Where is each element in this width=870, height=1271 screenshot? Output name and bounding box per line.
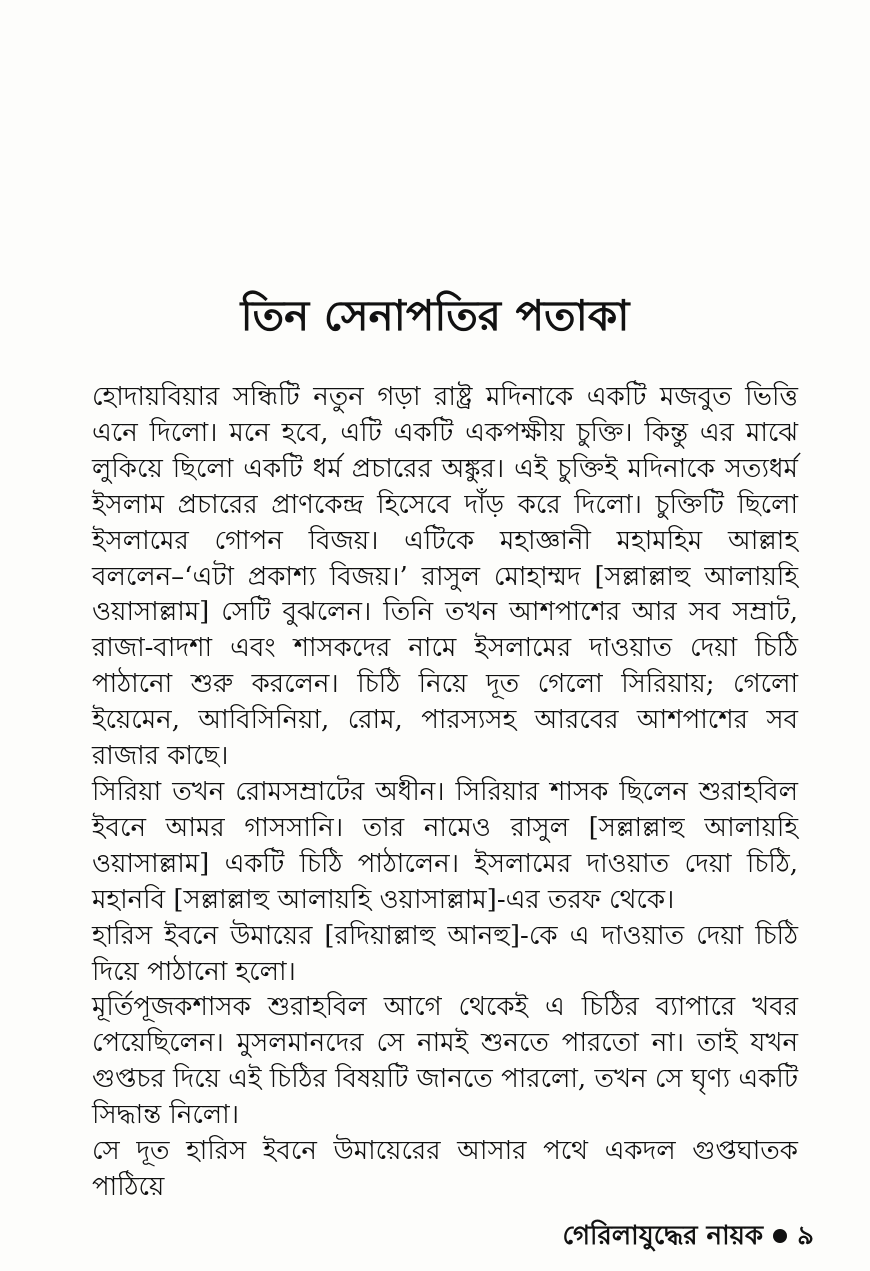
paragraph: মূর্তিপূজকশাসক শুরাহবিল আগে থেকেই এ চিঠির ব্যাপারে খবর পেয়েছিলেন। মুসলমানদের সে নামই শুনতে পারতো না। তাই যখন গুপ্তচর দিয়ে এই চিঠির বিষয়টি জানতে পারলো, তখন সে ঘৃণ্য একটি সিদ্ধান্ত নিলো। xyxy=(92,992,798,1131)
body-text xyxy=(92,380,798,1206)
paragraph: সে দূত হারিস ইবনে উমায়েরের আসার পথে একদল গুপ্তঘাতক পাঠিয়ে xyxy=(92,1136,798,1202)
footer-book-title: গেরিলাযুদ্ধের নায়ক xyxy=(562,1221,764,1251)
paragraph: হারিস ইবনে উমায়ের [রদিয়াল্লাহু আনহু]-কে এ দাওয়াত দেয়া চিঠি দিয়ে পাঠানো হলো। xyxy=(92,920,798,987)
running-footer xyxy=(562,1216,814,1256)
paragraph: সিরিয়া তখন রোমসম্রাটের অধীন। সিরিয়ার শাসক ছিলেন শুরাহবিল ইবনে আমর গাসসানি। তার নামেও রাসুল [সল্লাল্লাহু আলায়হি ওয়াসাল্লাম] একটি চিঠি পাঠালেন। ইসলামের দাওয়াত দেয়া চিঠি, মহানবি [সল্লাল্লাহু আলায়হি ওয়াসাল্লাম]-এর তরফ থেকে। xyxy=(92,776,798,915)
bullet-icon xyxy=(773,1229,787,1243)
paragraph: হোদায়বিয়ার সন্ধিটি নতুন গড়া রাষ্ট্র মদিনাকে একটি মজবুত ভিত্তি এনে দিলো। মনে হবে, এটি একটি একপক্ষীয় চুক্তি। কিন্তু এর মাঝে লুকিয়ে ছিলো একটি ধর্ম প্রচারের অঙ্কুর। এই চুক্তিই মদিনাকে সত্যধর্ম ইসলাম প্রচারের প্রাণকেন্দ্র হিসেবে দাঁড় করে দিলো। চুক্তিটি ছিলো ইসলামের গোপন বিজয়। এটিকে মহাজ্ঞানী মহামহিম আল্লাহ বললেন–‘এটা প্রকাশ্য বিজয়।’ রাসুল মোহাম্মদ [সল্লাল্লাহু আলায়হি ওয়াসাল্লাম] সেটি বুঝলেন। তিনি তখন আশপাশের আর সব সম্রাট, রাজা-বাদশা এবং শাসকদের নামে ইসলামের দাওয়াত দেয়া চিঠি পাঠানো শুরু করলেন। চিঠি নিয়ে দূত গেলো সিরিয়ায়; গেলো ইয়েমেন, আবিসিনিয়া, রোম, পারস্যসহ আরবের আশপাশের সব রাজার কাছে। xyxy=(92,382,798,772)
page-number: ৯ xyxy=(797,1221,814,1251)
chapter-title: তিন সেনাপতির পতাকা xyxy=(240,291,630,340)
